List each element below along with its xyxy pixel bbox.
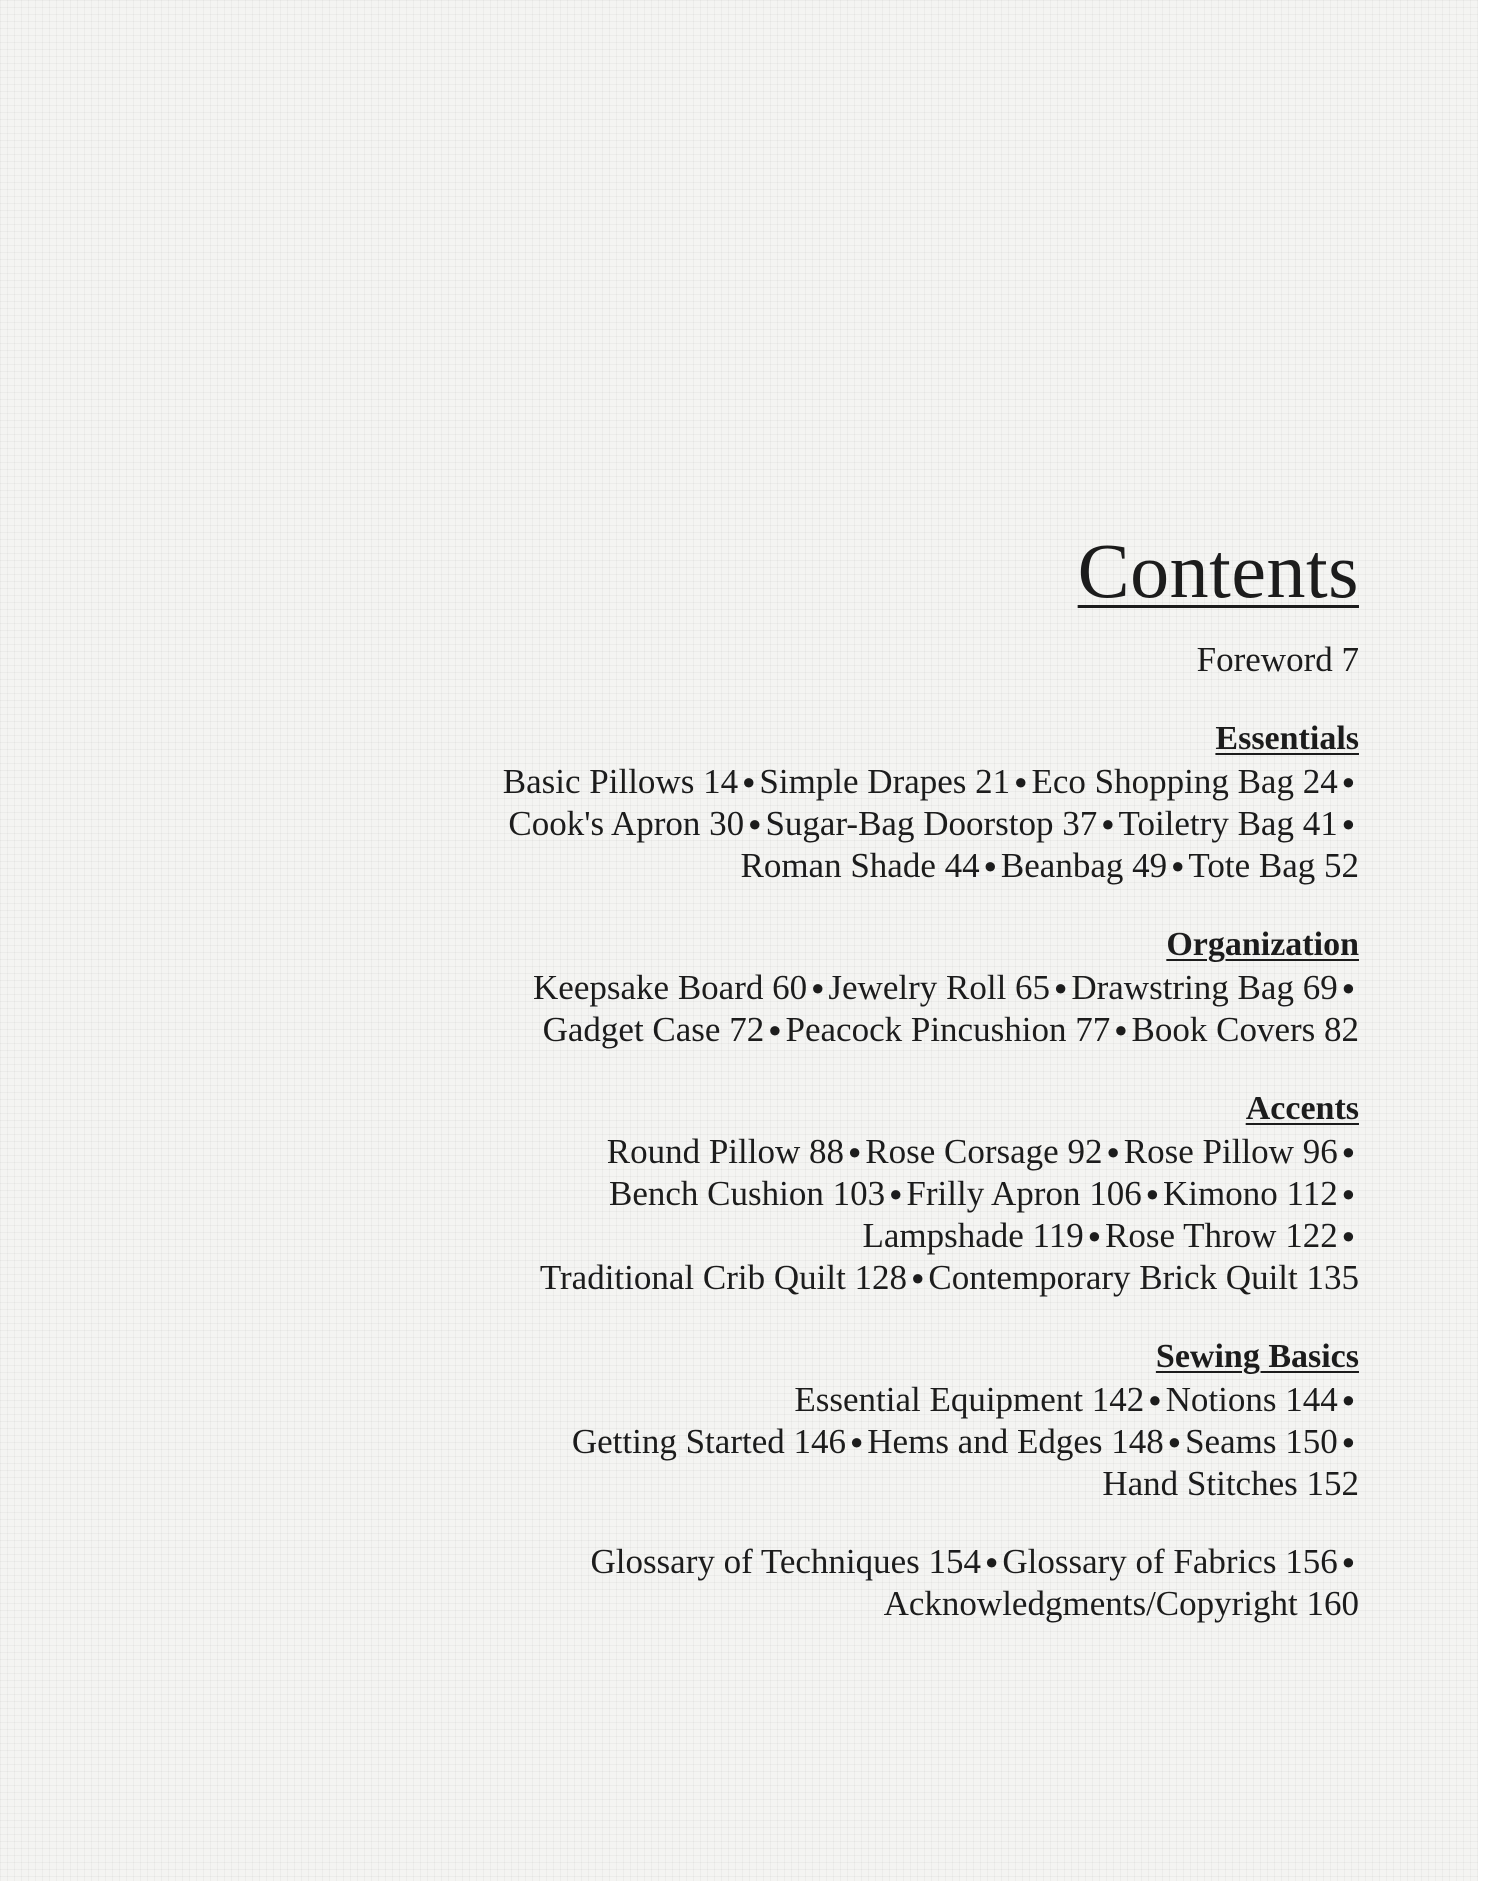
bullet-separator-icon: ● [847,1139,862,1164]
toc-entry: Peacock Pincushion 77 [785,1010,1111,1049]
bullet-separator-icon: ● [1145,1181,1160,1206]
toc-entry: Cook's Apron 30 [508,804,745,843]
toc-entry: Keepsake Board 60 [533,968,808,1007]
toc-section [259,719,1359,887]
toc-entry: Toiletry Bag 41 [1118,804,1338,843]
toc-line [259,1009,1359,1051]
bullet-separator-icon: ● [1341,1549,1355,1574]
toc-line [259,1379,1359,1421]
bullet-separator-icon: ● [1341,975,1355,1000]
table-of-contents [259,527,1359,1625]
bullet-separator-icon: ● [1341,1387,1355,1412]
toc-entry: Lampshade 119 [862,1216,1084,1255]
bullet-separator-icon: ● [742,769,756,794]
toc-line [259,761,1359,803]
toc-entry: Hand Stitches 152 [1102,1464,1359,1503]
bullet-separator-icon: ● [748,811,762,836]
toc-entry: Round Pillow 88 [606,1132,844,1171]
bullet-separator-icon: ● [983,853,997,878]
page-edge [1478,0,1500,1881]
toc-line [259,1173,1359,1215]
bullet-separator-icon: ● [1054,975,1068,1000]
toc-entry: Kimono 112 [1163,1174,1338,1213]
bullet-separator-icon: ● [985,1549,999,1574]
bullet-separator-icon: ● [1341,1429,1355,1454]
toc-entry: Traditional Crib Quilt 128 [539,1258,908,1297]
toc-entry: Notions 144 [1165,1380,1338,1419]
toc-entry: Getting Started 146 [571,1422,846,1461]
toc-entry: Drawstring Bag 69 [1071,968,1338,1007]
toc-entry: Simple Drapes 21 [759,762,1011,801]
toc-entry: Jewelry Roll 65 [828,968,1051,1007]
toc-section [259,925,1359,1051]
toc-entry: Beanbag 49 [1000,846,1168,885]
toc-line [259,1583,1359,1625]
section-heading: Organization [1166,926,1359,963]
toc-entry: Seams 150 [1185,1422,1338,1461]
bullet-separator-icon: ● [1101,811,1115,836]
bullet-separator-icon: ● [1114,1017,1128,1042]
bullet-separator-icon: ● [1341,1181,1355,1206]
toc-section [259,1337,1359,1505]
bullet-separator-icon: ● [1341,811,1355,836]
toc-line [259,1131,1359,1173]
bullet-separator-icon: ● [889,1181,903,1206]
toc-sections [259,719,1359,1625]
toc-entry: Glossary of Fabrics 156 [1002,1542,1338,1581]
toc-line [259,1257,1359,1299]
bullet-separator-icon: ● [1148,1387,1162,1412]
toc-line [259,1421,1359,1463]
toc-section [259,1541,1359,1625]
toc-entry: Roman Shade 44 [740,846,980,885]
bullet-separator-icon: ● [1014,769,1028,794]
bullet-separator-icon: ● [1167,1429,1182,1454]
toc-entry: Rose Corsage 92 [865,1132,1103,1171]
toc-entry: Rose Throw 122 [1105,1216,1338,1255]
toc-entry: Essential Equipment 142 [794,1380,1145,1419]
bullet-separator-icon: ● [911,1265,925,1290]
toc-line [259,845,1359,887]
toc-entry: Acknowledgments/Copyright 160 [883,1584,1359,1623]
bullet-separator-icon: ● [811,975,825,1000]
toc-line [259,1463,1359,1505]
toc-entry: Book Covers 82 [1131,1010,1359,1049]
toc-entry: Basic Pillows 14 [502,762,739,801]
toc-entry: Contemporary Brick Quilt 135 [928,1258,1359,1297]
toc-entry: Frilly Apron 106 [906,1174,1142,1213]
bullet-separator-icon: ● [1087,1223,1102,1248]
toc-entry: Hems and Edges 148 [867,1422,1164,1461]
bullet-separator-icon: ● [1341,1223,1355,1248]
toc-entry: Gadget Case 72 [542,1010,765,1049]
toc-line [259,967,1359,1009]
bullet-separator-icon: ● [768,1017,782,1042]
bullet-separator-icon: ● [849,1429,864,1454]
toc-entry: Sugar-Bag Doorstop 37 [765,804,1098,843]
section-heading: Essentials [1215,720,1359,757]
toc-entry-foreword: Foreword 7 [1196,640,1359,679]
toc-entry: Glossary of Techniques 154 [590,1542,982,1581]
bullet-separator-icon: ● [1171,853,1185,878]
toc-line [259,1215,1359,1257]
section-heading: Sewing Basics [1155,1338,1359,1375]
bullet-separator-icon: ● [1106,1139,1120,1164]
toc-entry: Rose Pillow 96 [1123,1132,1338,1171]
bullet-separator-icon: ● [1341,1139,1355,1164]
page-title: Contents [1077,527,1359,614]
toc-section [259,1089,1359,1299]
toc-line [259,803,1359,845]
toc-entry: Eco Shopping Bag 24 [1031,762,1338,801]
toc-line [259,1541,1359,1583]
bullet-separator-icon: ● [1341,769,1355,794]
toc-entry: Bench Cushion 103 [609,1174,886,1213]
toc-entry: Tote Bag 52 [1188,846,1359,885]
section-heading: Accents [1245,1090,1359,1127]
